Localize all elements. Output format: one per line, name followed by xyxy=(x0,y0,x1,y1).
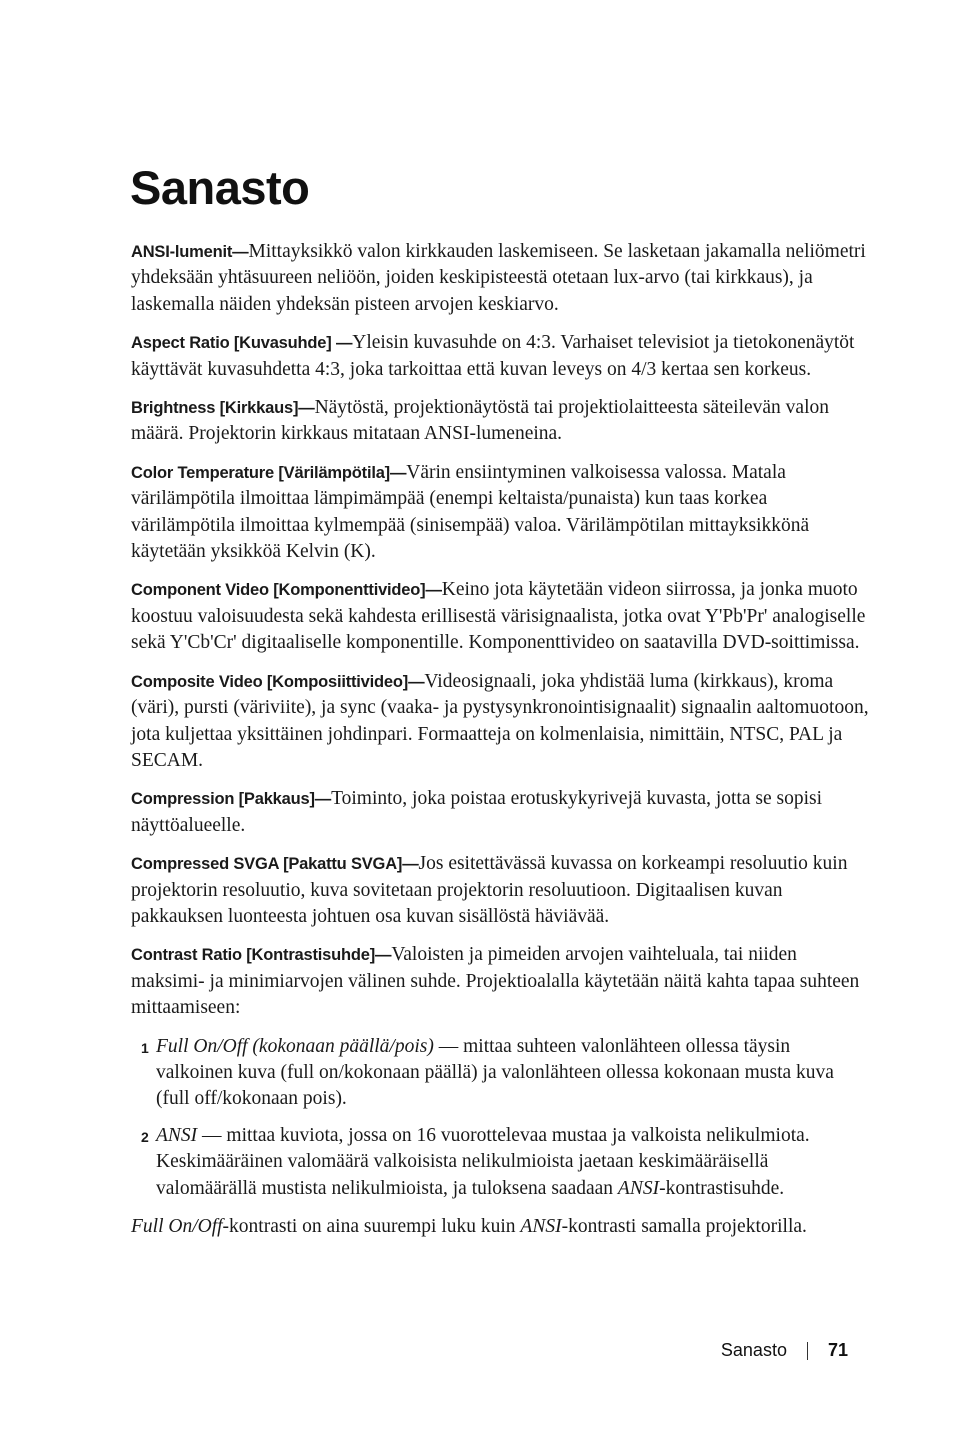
page-title: Sanasto xyxy=(130,161,310,214)
glossary-definition: Valoisten ja pimeiden arvojen vaihteluala, tai niiden maksimi- ja minimiarvojen välinen suhde. Projektioalalla käytetään näitä kahta tapaa suhteen mittaamiseen: xyxy=(131,944,860,1019)
glossary-entry-compressed-svga xyxy=(131,851,871,930)
glossary-definition: Jos esitettävässä kuvassa on korkeampi resoluutio kuin projektorin resoluutio, kuva sovitetaan projektorin resoluutioon. Digitaalisen kuvan pakkauksen luonteesta johtuen osa kuvan sisällöstä häviävää. xyxy=(131,853,848,927)
list-item xyxy=(131,1123,871,1202)
footer-section-name: Sanasto xyxy=(720,1340,787,1360)
glossary-entry-composite-video xyxy=(131,669,871,775)
list-item-term-inline: ANSI xyxy=(617,1177,660,1199)
list-item-term: Full On/Off (kokonaan päällä/pois) xyxy=(156,1035,434,1057)
glossary-entry-ansi-lumens xyxy=(131,239,871,318)
glossary-entry-aspect-ratio xyxy=(131,330,871,383)
glossary-term: ANSI-lumenit— xyxy=(131,243,249,261)
glossary-term: Contrast Ratio [Kontrastisuhde]— xyxy=(131,946,392,965)
glossary-term: Compression [Pakkaus]— xyxy=(131,790,332,809)
glossary-term: Brightness [Kirkkaus]— xyxy=(131,399,315,418)
glossary-term: Aspect Ratio [Kuvasuhde] — xyxy=(131,334,353,353)
list-number: 1 xyxy=(141,1039,149,1056)
glossary-definition: Keino jota käytetään videon siirrossa, ja jonka muoto koostuu valoisuudesta sekä kahdesta erillisestä värisignaalista, jotka ovat Y'Pb'Pr' analogiselle sekä Y'Cb'Cr' digitaaliselle komponentille. Komponenttivideo on saatavilla DVD-soittimissa. xyxy=(131,579,866,654)
glossary-definition: Toiminto, joka poistaa erotuskykyrivejä kuvasta, jotta se sopisi näyttöalueelle. xyxy=(131,788,823,836)
glossary-definition: Värin ensiintyminen valkoisessa valossa. Matala värilämpötila ilmoittaa lämpimämpää (enempi keltaista/punaista) kun taas korkea värilämpötila ilmoittaa kylmempää (sinisempää) valoa. Värilämpötilan mittayksikkönä käytetään yksikköä Kelvin (K). xyxy=(131,461,810,563)
closing-text-end: -kontrasti samalla projektorilla. xyxy=(561,1216,807,1237)
page-footer xyxy=(721,1340,848,1361)
closing-paragraph xyxy=(131,1214,871,1240)
glossary-entry-contrast-ratio xyxy=(131,942,871,1021)
list-item-term: ANSI xyxy=(156,1124,198,1146)
page-number: 71 xyxy=(827,1340,848,1360)
glossary-term: Compressed SVGA [Pakattu SVGA]— xyxy=(131,855,419,874)
list-item-text: — mittaa kuviota, jossa on 16 vuorottelevaa mustaa ja valkoista nelikulmiota. Keskimääräinen valomäärä valkoisista nelikulmioista jaetaan keskimääräisellä valomäärällä mustista nelikulmioista, ja tuloksena saadaan xyxy=(156,1124,810,1199)
list-item-text-end: -kontrastisuhde. xyxy=(659,1177,785,1199)
glossary-entry-color-temperature xyxy=(131,460,871,566)
glossary-entry-component-video xyxy=(131,577,871,656)
glossary-term: Composite Video [Komposiittivideo]— xyxy=(131,672,425,691)
glossary-definition: Näytöstä, projektionäytöstä tai projektiolaitteesta säteilevän valon määrä. Projektorin kirkkaus mitataan ANSI-lumeneina. xyxy=(131,397,829,445)
glossary-term: Color Temperature [Värilämpötila]— xyxy=(131,463,407,482)
glossary-definition: Videosignaali, joka yhdistää luma (kirkkaus), kroma (väri), pursti (väriviite), ja sync (vaaka- ja pystysynkronointisignaalit) signaalin aaltomuotoon, jota kuljettaa yksittäinen johdinpari. Formaatteja on kolmenlaisia, nimittäin, NTSC, PAL ja SECAM. xyxy=(131,670,869,771)
glossary-entry-compression xyxy=(131,786,871,839)
contrast-methods-list xyxy=(131,1034,871,1202)
glossary-definition: Mittayksikkö valon kirkkauden laskemiseen. Se lasketaan jakamalla neliömetri yhdeksään yhtäsuureen neliöön, joiden keskipisteestä otetaan lux-arvo (tai kirkkaus), ja laskemalla näiden yhdeksän pisteen arvojen keskiarvo. xyxy=(131,241,866,315)
glossary-term: Component Video [Komponenttivideo]— xyxy=(131,581,442,600)
glossary-content xyxy=(131,239,871,1252)
closing-term-full-on-off: Full On/Off xyxy=(131,1216,223,1237)
list-item xyxy=(131,1034,871,1113)
glossary-definition: Yleisin kuvasuhde on 4:3. Varhaiset televisiot ja tietokonenäytöt käyttävät kuvasuhdetta 4:3, joka tarkoittaa että kuvan leveys on 4/3 kertaa sen korkeus. xyxy=(131,332,855,380)
closing-term-ansi: ANSI xyxy=(520,1216,562,1237)
glossary-entry-brightness xyxy=(131,395,871,448)
closing-text: -kontrasti on aina suurempi luku kuin xyxy=(222,1216,521,1237)
list-item-text: — mittaa suhteen valonlähteen ollessa täysin valkoinen kuva (full on/kokonaan päällä) ja valonlähteen ollessa kokonaan musta kuva (full off/kokonaan pois). xyxy=(156,1035,834,1110)
list-number: 2 xyxy=(141,1128,149,1145)
footer-divider xyxy=(807,1342,808,1360)
